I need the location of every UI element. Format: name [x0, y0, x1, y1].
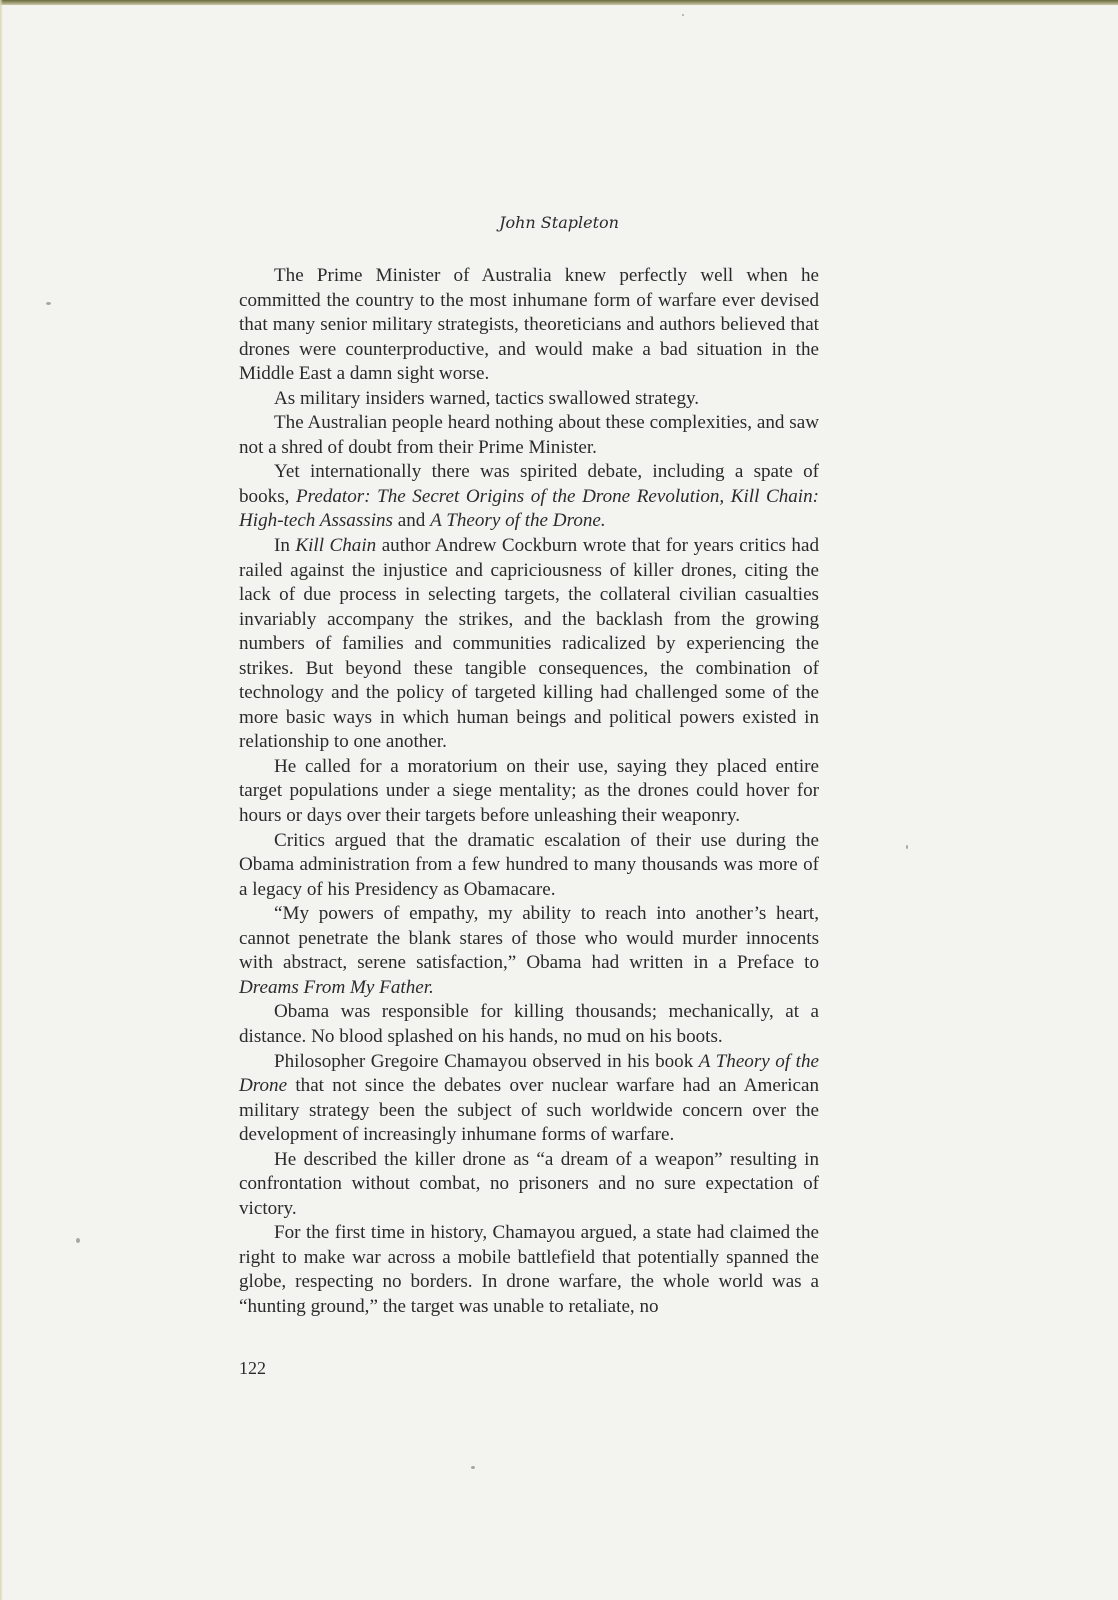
paper-speck [76, 1238, 80, 1243]
italic-title: A Theory of the Drone. [430, 510, 606, 532]
text-run: and [393, 510, 431, 532]
paragraph [239, 264, 819, 387]
paragraph [239, 1148, 819, 1222]
italic-title: A Theory of the Drone [239, 1050, 819, 1097]
italic-title: Kill Chain [295, 535, 377, 557]
text-run: Philosopher Gregoire Chamayou observed in his book [274, 1050, 699, 1072]
text-run: “My powers of empathy, my ability to reach into another’s heart, cannot penetrate the blank stares of those who would murder innocents with abstract, serene satisfaction,” Obama had written in a Preface to [239, 903, 819, 974]
text-run: Critics argued that the dramatic escalation of their use during the Obama administration from a few hundred to many thousands was more of a legacy of his Presidency as Obamacare. [239, 829, 819, 900]
page-number: 122 [239, 1358, 266, 1378]
paper-speck [471, 1466, 475, 1469]
text-run: He called for a moratorium on their use, saying they placed entire target populations under a siege mentality; as the drones could hover for hours or days over their targets before unleashing their weaponry. [239, 755, 819, 827]
paper-speck [906, 845, 908, 849]
paragraph [239, 1050, 819, 1148]
paragraph [239, 387, 819, 412]
text-run: The Prime Minister of Australia knew perfectly well when he committed the country to the most inhumane form of warfare ever devised that many senior military strategists, theoreticians and authors believed that drones were counterproductive, and would make a bad situation in the Middle East a damn sight worse. [239, 265, 819, 385]
text-run: As military insiders warned, tactics swallowed strategy. [274, 387, 700, 409]
paragraph [239, 534, 819, 755]
italic-title: Dreams From My Father. [239, 976, 434, 998]
paper-speck [46, 302, 51, 305]
paragraph [239, 829, 819, 903]
page-top-edge [0, 0, 1118, 5]
page-left-edge [0, 0, 3, 1600]
body-text [239, 264, 819, 1320]
text-run: that not since the debates over nuclear warfare had an American military strategy been the subject of such worldwide concern over the development of increasingly inhumane forms of warfare. [239, 1075, 819, 1146]
paragraph [239, 902, 819, 1000]
text-run: He described the killer drone as “a dream of a weapon” resulting in confrontation without combat, no prisoners and no sure expectation of victory. [239, 1148, 819, 1219]
paper-speck [682, 14, 684, 16]
running-head: John Stapleton [499, 213, 619, 232]
text-run: The Australian people heard nothing about these complexities, and saw not a shred of doubt from their Prime Minister. [239, 412, 819, 458]
paragraph [239, 460, 819, 534]
text-run: For the first time in history, Chamayou argued, a state had claimed the right to make war across a mobile battlefield that potentially spanned the globe, respecting no borders. In drone warfare, the whole world was a “hunting ground,” the target was unable to retaliate, no [239, 1222, 819, 1317]
text-run: Yet internationally there was spirited debate, including a spate of books, [239, 461, 819, 507]
text-run: In [274, 535, 296, 557]
paragraph [239, 1000, 819, 1049]
paragraph [239, 755, 819, 829]
text-run: Obama was responsible for killing thousands; mechanically, at a distance. No blood splashed on his hands, no mud on his boots. [239, 1001, 819, 1047]
paragraph [239, 411, 819, 460]
paragraph [239, 1221, 819, 1319]
italic-title: Predator: The Secret Origins of the Drone Revolution, Kill Chain: High-tech Assassins [239, 485, 819, 532]
text-run: author Andrew Cockburn wrote that for years critics had railed against the injustice and capriciousness of killer drones, citing the lack of due process in selecting targets, the collateral civilian casualties invariably accompany the strikes, and the backlash from the growing numbers of families and communities radicalized by experiencing the strikes. But beyond these tangible consequences, the combination of technology and the policy of targeted killing had challenged some of the more basic ways in which human beings and political powers existed in relationship to one another. [239, 535, 819, 753]
